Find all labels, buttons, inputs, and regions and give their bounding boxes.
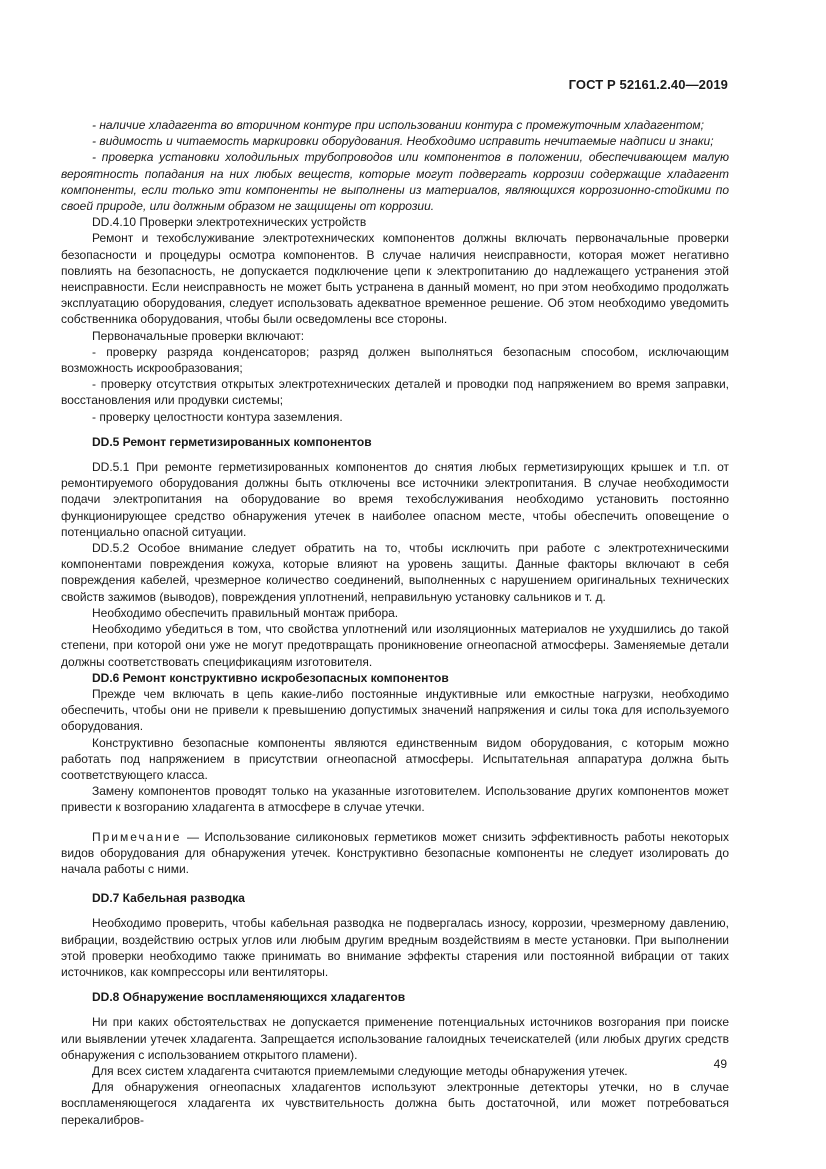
note-label: Примечание — [92, 829, 182, 844]
document-body — [61, 117, 729, 1128]
list-item: - проверку отсутствия открытых электротехнических деталей и проводки под напряжением во время заправки, восстановления или продувки системы; — [61, 377, 729, 408]
paragraph: Конструктивно безопасные компоненты являются единственным видом оборудования, с которым можно работать под напряжением в присутствии огнеопасной атмосферы. Испытательная аппаратура должна быть соответствующего класса. — [61, 735, 729, 782]
note — [61, 829, 729, 878]
paragraph: Ремонт и техобслуживание электротехнических компонентов должны включать первоначальные проверки безопасности и процедуры осмотра компонентов. В случае наличия неисправности, которая может негативно повлиять на безопасность, не допускается подключение цепи к электропитанию до надлежащего устранения этой неисправности. Если неисправность не может быть устранена в данный момент, но при этом необходимо продолжать эксплуатацию оборудования, следует использовать адекватное временное решение. Об этом необходимо уведомить собственника оборудования, чтобы были осведомлены все стороны. — [61, 231, 729, 327]
paragraph: Первоначальные проверки включают: — [92, 328, 305, 343]
paragraph: Для всех систем хладагента считаются приемлемыми следующие методы обнаружения утечек. — [92, 1063, 628, 1078]
paragraph: DD.5.1 При ремонте герметизированных компонентов до снятия любых герметизирующих крышек и т.п. от ремонтируемого оборудования должны быть отключены все источники электропитания. В случае необходимости подачи электропитания на оборудование во время техобслуживания необходимо установить постоянно функционирующее средство обнаружения утечек в наиболее опасном месте, чтобы обеспечить оповещение о потенциально опасной ситуации. — [61, 460, 729, 539]
paragraph: Необходимо обеспечить правильный монтаж прибора. — [92, 605, 399, 620]
section-heading: DD.8 Обнаружение воспламеняющихся хладагентов — [92, 990, 406, 1005]
paragraph: Замену компонентов проводят только на указанные изготовителем. Использование других компонентов может привести к возгоранию хладагента в атмосфере в случае утечки. — [61, 784, 729, 815]
paragraph: DD.5.2 Особое внимание следует обратить на то, чтобы исключить при работе с электротехническими компонентами повреждения кожуха, которые влияют на уровень защиты. Данные факторы включают в себя повреждения кабелей, чрезмерное количество соединений, выполненных с нарушением оригинальных технических свойств зажимов (выводов), повреждения уплотнений, неправильную установку сальников и т. д. — [61, 541, 729, 604]
paragraph: Для обнаружения огнеопасных хладагентов используют электронные детекторы утечки, но в случае воспламеняющегося хладагента их чувствительность должна быть достаточной, или может потребоваться перекалибров- — [61, 1080, 729, 1127]
list-item: - проверка установки холодильных трубопроводов или компонентов в положении, обеспечивающем малую вероятность попадания на них любых веществ, которые могут подвергать коррозии содержащие хладагент компоненты, если только эти компоненты не выполнены из материалов, являющихся коррозионно-стойкими по своей природе, или должным образом не защищены от коррозии. — [61, 150, 729, 214]
page-number: 49 — [713, 1057, 727, 1071]
list-item: - видимость и читаемость маркировки оборудования. Необходимо исправить нечитаемые надписи и знаки; — [92, 134, 714, 149]
document-code: ГОСТ Р 52161.2.40—2019 — [568, 77, 728, 92]
list-item: - проверку разряда конденсаторов; разряд должен выполняться безопасным способом, исключающим возможность искрообразования; — [61, 344, 729, 376]
list-item: - наличие хладагента во вторичном контуре при использовании контура с промежуточным хладагентом; — [92, 118, 704, 132]
section-heading: DD.6 Ремонт конструктивно искробезопасных компонентов — [92, 670, 449, 685]
paragraph: Необходимо убедиться в том, что свойства уплотнений или изоляционных материалов не ухудшились до такой степени, при которой они уже не могут предотвращать проникновение огнеопасной атмосферы. Заменяемые детали должны соответствовать спецификациям изготовителя. — [61, 622, 729, 669]
subsection-heading: DD.4.10 Проверки электротехнических устройств — [92, 215, 367, 230]
list-item: - проверку целостности контура заземления. — [92, 409, 343, 424]
note-text: — Использование силиконовых герметиков может снизить эффективность работы некоторых видов оборудования для обнаружения утечек. Конструктивно безопасные компоненты не следует изолировать до начала работы с ними. — [61, 829, 729, 876]
paragraph: Ни при каких обстоятельствах не допускается применение потенциальных источников возгорания при поиске или выявлении утечек хладагента. Запрещается использование галоидных течеискателей (или любых других средств обнаружения с использованием открытого пламени). — [61, 1015, 729, 1062]
paragraph: Необходимо проверить, чтобы кабельная разводка не подвергалась износу, коррозии, чрезмерному давлению, вибрации, воздействию острых углов или любым другим вредным воздействиям в месте установки. При выполнении этой проверки необходимо также принимать во внимание эффекты старения или постоянной вибрации от таких источников, как компрессоры или вентиляторы. — [61, 916, 729, 979]
section-heading: DD.7 Кабельная разводка — [92, 891, 245, 906]
section-heading: DD.5 Ремонт герметизированных компонентов — [92, 434, 372, 449]
paragraph: Прежде чем включать в цепь какие-либо постоянные индуктивные или емкостные нагрузки, необходимо обеспечить, чтобы они не привели к превышению допустимых значений напряжения и силы тока для используемого оборудования. — [61, 686, 729, 734]
